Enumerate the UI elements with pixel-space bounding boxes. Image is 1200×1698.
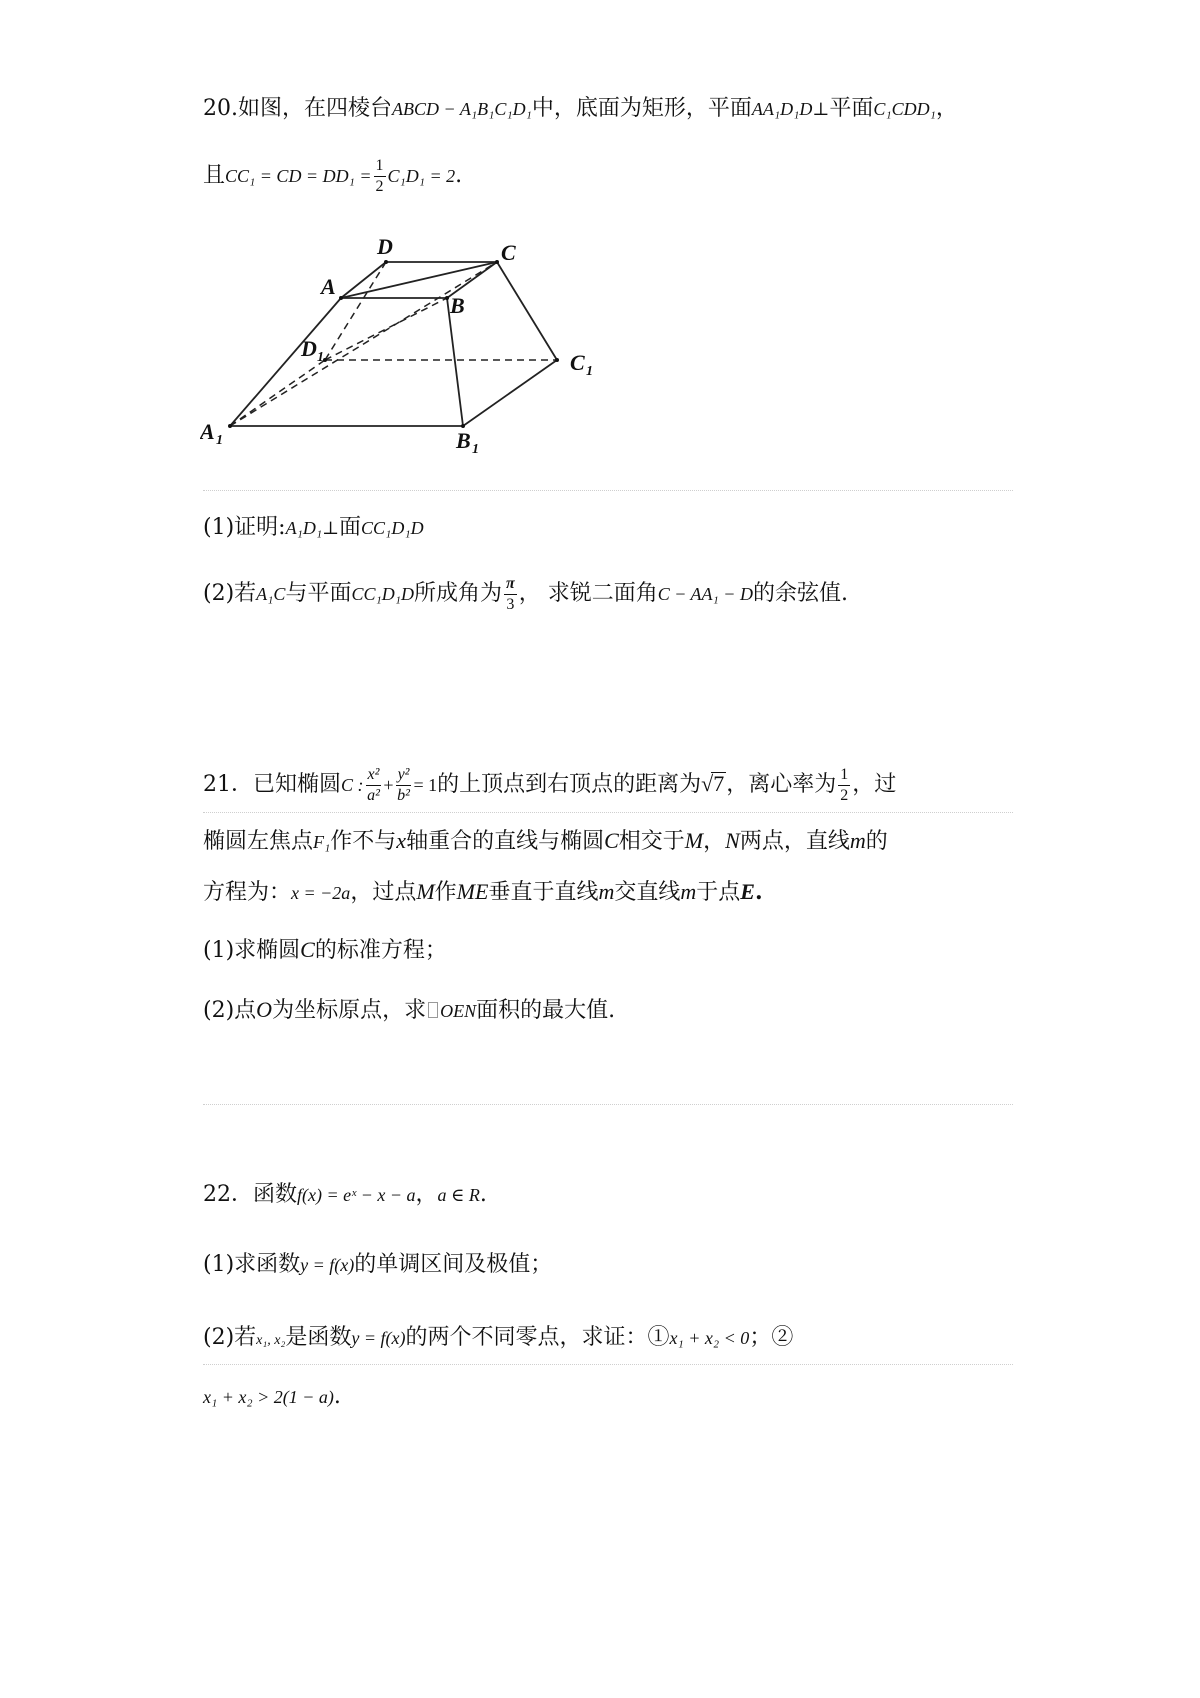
- frustum-figure: [200, 235, 620, 465]
- svg-text:1: 1: [216, 433, 223, 448]
- edge-B1C1: [463, 360, 557, 426]
- q20-p1-math-b: CC₁D₁D: [361, 518, 424, 538]
- hidden-diagonal-A1C: [230, 262, 497, 426]
- q22-number: 22．: [203, 1182, 253, 1207]
- q20-period: .: [455, 163, 463, 188]
- separator: [203, 812, 1013, 813]
- label-B1: B: [456, 428, 471, 453]
- label-A: A: [321, 274, 336, 299]
- q21-number: 21．: [203, 772, 253, 797]
- q21-x-fraction: $\frac{\text{x²}}{\text{a²}}$: [367, 765, 380, 804]
- q22-part1: (1)求函数y = f(x)的单调区间及极值；: [203, 1252, 553, 1277]
- q21-plus: +: [383, 775, 394, 795]
- q22-line1: 22．函数f(x) = eˣ − x − a，a ∈ R.: [203, 1182, 487, 1207]
- q20-number: 20.: [203, 96, 238, 121]
- q21-line3: 方程为：x = −2a，过点M作ME垂直于直线m交直线m于点E.: [203, 879, 763, 905]
- q20-half-fraction: $\frac{1}{2}$: [375, 156, 384, 195]
- q21-line2: 椭圆左焦点F₁作不与x轴重合的直线与椭圆C相交于M，N两点，直线m的: [203, 828, 888, 854]
- q21-part2: (2)点O为坐标原点，求 OEN面积的最大值.: [203, 997, 616, 1023]
- label-A1: A: [200, 419, 215, 444]
- q22-func: f(x) = eˣ − x − a: [297, 1185, 416, 1205]
- q20-plane1: AA₁D₁D: [751, 99, 813, 119]
- circled-one: ①: [647, 1325, 670, 1350]
- q21-part1: (1)求椭圆C的标准方程；: [203, 937, 447, 963]
- q20-p2-text-c: ， 求锐二面角: [518, 581, 658, 606]
- svg-text:1: 1: [472, 442, 479, 457]
- q20-p2-label: (2)若: [203, 581, 257, 606]
- q22-ineq2: x₁ + x₂ > 2(1 − a): [203, 1387, 334, 1407]
- sqrt-symbol: √: [701, 771, 714, 796]
- hidden-line-D1B: [325, 298, 447, 360]
- q20-p1-perp: ⊥: [322, 518, 340, 538]
- q21-ellipse-name: C :: [341, 775, 364, 795]
- label-C1: C: [570, 350, 585, 375]
- q20-p1-math-a: A₁D₁: [285, 518, 323, 538]
- q20-p2-text-b: 所成角为: [413, 581, 502, 606]
- separator: [203, 490, 1013, 491]
- q20-line2: [203, 152, 462, 200]
- q20-cond-a: 且: [203, 163, 226, 188]
- q20-plane2: C₁CDD₁: [873, 99, 936, 119]
- q20-perp: ⊥: [812, 99, 830, 119]
- q20-cond-b: C₁D₁ = 2: [387, 166, 456, 186]
- edge-CC1: [497, 262, 557, 360]
- q22-part2-cont: x₁ + x₂ > 2(1 − a).: [203, 1384, 341, 1409]
- q21-y-fraction: $\frac{\text{y²}}{\text{b²}}$: [397, 765, 410, 804]
- svg-text:1: 1: [586, 364, 593, 379]
- label-D: D: [377, 235, 393, 259]
- label-D1: D: [301, 336, 317, 361]
- q22-vars: x₁, x₂: [256, 1333, 286, 1348]
- separator: [203, 1104, 1013, 1105]
- separator: [203, 1364, 1013, 1365]
- q22-domain: a ∈ R: [437, 1185, 480, 1205]
- sqrt-value: 7: [713, 771, 725, 796]
- label-B: B: [450, 293, 465, 318]
- q21-text-a: 已知椭圆: [253, 772, 342, 797]
- q20-intro-b: 中，底面为矩形，平面: [531, 96, 752, 121]
- q21-focus: F₁: [313, 832, 331, 852]
- q20-p1-label: (1)证明:: [203, 515, 286, 540]
- q21-text-d: ，过: [852, 772, 897, 797]
- edge-AA1: [230, 298, 341, 426]
- q22-ineq1: x₁ + x₂ < 0: [669, 1328, 750, 1348]
- q20-part1: [203, 513, 424, 543]
- q20-line1: [203, 94, 958, 124]
- q22-part2: (2)若x₁, x₂是函数y = f(x)的两个不同零点，求证：①x₁ + x₂ < 0；②: [203, 1325, 794, 1350]
- missing-glyph-box: [428, 1002, 438, 1018]
- q20-p2-text-d: 的余弦值.: [752, 581, 848, 606]
- q20-p2-text-a: 与平面: [285, 581, 352, 606]
- q20-pi-third-fraction: $\frac{\pi}{3}$: [506, 574, 515, 613]
- q21-line1: [203, 760, 896, 809]
- svg-text:1: 1: [317, 350, 324, 365]
- circled-two: ②: [771, 1325, 794, 1350]
- q20-p2-math-b: CC₁D₁D: [351, 584, 414, 604]
- q20-comma: ，: [935, 96, 958, 121]
- q20-p2-math-c: C − AA₁ − D: [657, 584, 753, 604]
- label-C: C: [501, 240, 516, 265]
- q21-triangle: OEN: [440, 1001, 477, 1021]
- q21-line-eq: x = −2a: [291, 883, 351, 903]
- q21-text-c: ，离心率为: [726, 772, 837, 797]
- q21-text-b: 的上顶点到右顶点的距离为: [437, 772, 702, 797]
- q20-solid: ABCD − A₁B₁C₁D₁: [392, 99, 532, 119]
- q20-intro-c: 平面: [829, 96, 874, 121]
- q20-part2: [203, 570, 848, 618]
- q21-ecc-fraction: $\frac{1}{2}$: [840, 765, 849, 804]
- q21-eq-one: = 1: [413, 775, 438, 795]
- q20-p2-math-a: A₁C: [256, 584, 286, 604]
- q20-cond-eq: CC₁ = CD = DD₁ =: [225, 166, 372, 186]
- q20-p1-face: 面: [339, 515, 362, 540]
- q20-intro-a: 如图，在四棱台: [238, 96, 393, 121]
